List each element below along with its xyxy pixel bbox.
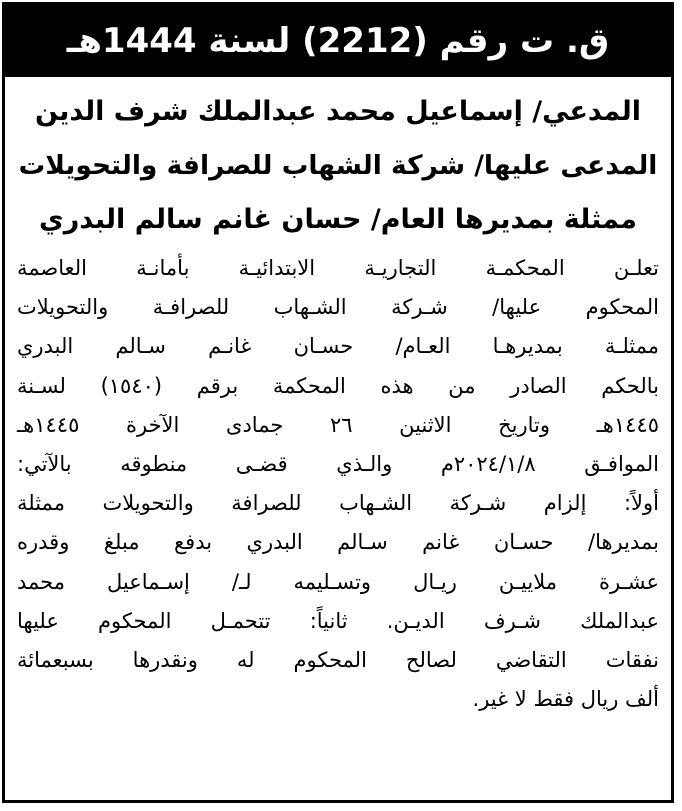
body-line: ١٤٤٥هـ وتاريخ الاثنين ٢٦ جمادى الآخرة ١٤٤٥هـ bbox=[17, 412, 660, 437]
legal-notice bbox=[2, 2, 674, 803]
body-line: نفقات التقاضي لصالح المحكوم له ونقدرها بسبعمائة bbox=[17, 647, 659, 672]
parties-section bbox=[5, 85, 671, 247]
body-line: تعلـن المحكمـة التجاريـة الابتدائيـة بأمانـة العاصمة bbox=[17, 256, 659, 280]
body-line: ألف ريال فقط لا غير. bbox=[472, 687, 659, 712]
notice-body bbox=[5, 249, 671, 719]
body-line: أولاً: إلزام شـركة الشـهاب للصرافة والتحويلات ممثلة bbox=[17, 491, 659, 516]
defendant-line: المدعى عليها/ شركة الشهاب للصرافة والتحويلات bbox=[18, 150, 658, 181]
body-line: بالحكم الصادر من هذه المحكمة برقم (١٥٤٠) لسـنة bbox=[17, 373, 660, 398]
body-line: الموافـق ٢٠٢٤/١/٨م والـذي قضـى منطوقه بالآتي: bbox=[17, 451, 659, 476]
body-line: عبدالملك شـرف الديـن. ثانياً: تتحمـل المحكوم عليها bbox=[17, 608, 659, 633]
body-line: عشـرة ملاييـن ريـال وتسـليمه لـ/ إسـماعيل محمد bbox=[17, 569, 659, 594]
body-line: بمديرها/ حسـان غانم سـالم البدري بدفع مبلغ وقدره bbox=[17, 530, 659, 555]
body-line: المحكوم عليها/ شـركة الشـهاب للصرافـة والتحويلات bbox=[17, 295, 659, 320]
representative-line: ممثلة بمديرها العام/ حسان غانم سالم البدري bbox=[39, 204, 637, 235]
plaintiff-line: المدعي/ إسماعيل محمد عبدالملك شرف الدين bbox=[34, 96, 642, 127]
case-number-header: ق. ت رقم (2212) لسنة 1444هـ bbox=[5, 5, 671, 77]
body-line: ممثلـة بمديرهـا العـام/ حسـان غانـم سـالم البدري bbox=[17, 334, 659, 359]
